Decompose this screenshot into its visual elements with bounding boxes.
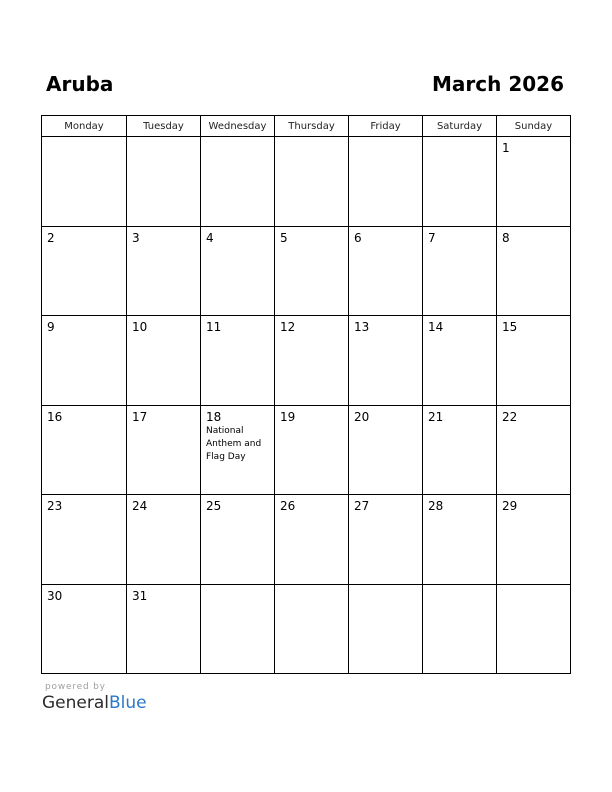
day-number: 9: [47, 320, 55, 334]
day-cell: [497, 584, 571, 674]
brand-blue-text: Blue: [109, 693, 147, 713]
day-number: 20: [354, 409, 370, 424]
day-number: [349, 585, 422, 589]
day-cell: [42, 495, 127, 585]
day-cell: [275, 316, 349, 406]
day-cell: [275, 226, 349, 316]
day-number: 2: [47, 230, 55, 245]
day-number: 19: [280, 409, 296, 424]
day-cell: [423, 137, 497, 227]
day-number: [201, 585, 274, 589]
day-cell: [497, 137, 571, 227]
day-cell: [201, 137, 275, 227]
weekday-header-tuesday: Tuesday: [127, 116, 201, 137]
day-cell: [349, 584, 423, 674]
weekday-header-saturday: Saturday: [423, 116, 497, 137]
day-number: 7: [428, 230, 436, 245]
day-cell: [127, 584, 201, 674]
day-cell: [127, 316, 201, 406]
day-number: 28: [428, 499, 444, 513]
day-number: [42, 137, 126, 141]
day-cell: [349, 137, 423, 227]
week-row: [42, 226, 571, 316]
day-cell: [42, 137, 127, 227]
day-number: 17: [132, 409, 148, 424]
day-number: 26: [280, 499, 296, 513]
day-cell: [42, 316, 127, 406]
day-cell: [423, 584, 497, 674]
day-number: [201, 137, 274, 141]
day-number: 3: [132, 230, 140, 245]
day-number: 1: [502, 141, 510, 155]
day-cell: [423, 226, 497, 316]
week-row: [42, 495, 571, 585]
day-cell: [349, 405, 423, 495]
week-row: [42, 316, 571, 406]
day-number: [275, 137, 348, 141]
day-number: 5: [280, 230, 288, 245]
week-row: [42, 405, 571, 495]
weekday-header-friday: Friday: [349, 116, 423, 137]
day-number: 31: [132, 588, 148, 603]
weekday-header-sunday: Sunday: [497, 116, 571, 137]
day-cell: [423, 316, 497, 406]
day-number: 16: [47, 409, 63, 424]
day-number: 27: [354, 499, 370, 513]
day-cell: [42, 405, 127, 495]
day-cell: [201, 584, 275, 674]
day-number: [349, 137, 422, 141]
month-title: March 2026: [432, 72, 564, 96]
day-cell: [201, 495, 275, 585]
day-number: 24: [132, 499, 148, 513]
day-cell: [42, 226, 127, 316]
day-number: [127, 137, 200, 141]
day-cell-holiday: [201, 405, 275, 495]
day-cell: [497, 316, 571, 406]
day-number: 8: [502, 230, 510, 245]
day-number: 22: [502, 409, 518, 424]
day-number: 13: [354, 320, 370, 334]
day-cell: [349, 316, 423, 406]
calendar-grid: [41, 115, 571, 674]
weekday-header-monday: Monday: [42, 116, 127, 137]
day-cell: [275, 137, 349, 227]
day-number: [275, 585, 348, 589]
day-cell: [423, 495, 497, 585]
day-number: 11: [206, 320, 222, 334]
day-number: 29: [502, 499, 518, 513]
week-row: [42, 584, 571, 674]
week-row: [42, 137, 571, 227]
day-number: 25: [206, 499, 222, 513]
day-number: 6: [354, 230, 362, 245]
day-number: [423, 585, 496, 589]
day-cell: [275, 584, 349, 674]
country-title: Aruba: [46, 72, 114, 96]
day-cell: [275, 405, 349, 495]
day-cell: [127, 495, 201, 585]
day-cell: [42, 584, 127, 674]
day-number: 18: [206, 409, 222, 424]
day-cell: [349, 226, 423, 316]
weekday-header-row: [42, 116, 571, 137]
day-number: 14: [428, 320, 444, 334]
day-cell: [127, 137, 201, 227]
generalblue-logo[interactable]: [42, 693, 147, 713]
day-number: [497, 585, 570, 589]
day-number: 15: [502, 320, 518, 334]
day-cell: [127, 405, 201, 495]
day-number: 23: [47, 499, 63, 513]
day-cell: [497, 495, 571, 585]
day-number: 10: [132, 320, 148, 334]
day-number: 12: [280, 320, 296, 334]
day-cell: [497, 226, 571, 316]
day-cell: [423, 405, 497, 495]
weekday-header-thursday: Thursday: [275, 116, 349, 137]
day-number: 4: [206, 230, 214, 245]
day-cell: [275, 495, 349, 585]
day-cell: [201, 226, 275, 316]
holiday-label: National Anthem and Flag Day: [206, 425, 262, 462]
brand-general-text: General: [42, 693, 109, 713]
day-cell: [201, 316, 275, 406]
day-number: 30: [47, 588, 63, 603]
weekday-header-wednesday: Wednesday: [201, 116, 275, 137]
day-cell: [497, 405, 571, 495]
day-cell: [127, 226, 201, 316]
day-number: 21: [428, 409, 444, 424]
day-cell: [349, 495, 423, 585]
day-number: [423, 137, 496, 141]
powered-by-label: powered by: [45, 682, 106, 692]
